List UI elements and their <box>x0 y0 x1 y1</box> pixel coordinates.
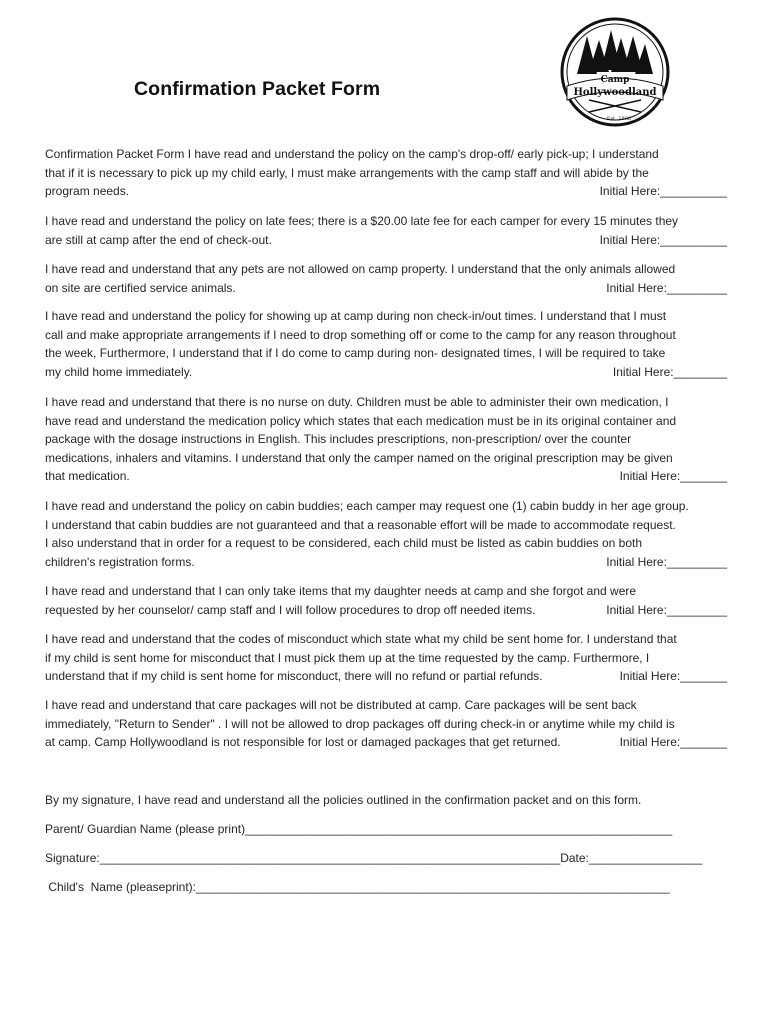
paragraph-last-line <box>45 363 727 382</box>
paragraph-line: I have read and understand the policy on cabin buddies; each camper may request one (1) cabin buddy in her age group. <box>45 499 689 513</box>
paragraph-last-line <box>45 667 727 686</box>
paragraph-line: medications, inhalers and vitamins. I understand that only the camper named on the original prescription may be given <box>45 450 673 465</box>
paragraph-line: my child home immediately. <box>45 364 193 379</box>
paragraph-last-line <box>45 733 727 752</box>
paragraph-line: Confirmation Packet Form I have read and understand the policy on the camp's drop-off/ early pick-up; I understand <box>45 147 659 161</box>
camp-logo <box>559 14 671 132</box>
paragraph-line: at camp. Camp Hollywoodland is not responsible for lost or damaged packages that get returned. <box>45 735 561 750</box>
initial-here-field[interactable]: Initial Here:_________ <box>606 602 727 617</box>
paragraph-line: I have read and understand that care packages will not be distributed at camp. Care packages will be sent back <box>45 698 637 712</box>
paragraph-line: if my child is sent home for misconduct that I must pick them up at the time requested by the camp. Furthermore, I <box>45 650 650 665</box>
paragraph-line: understand that if my child is sent home for misconduct, there will no refund or partial refunds. <box>45 669 543 684</box>
paragraph-last-line <box>45 601 727 620</box>
paragraph-line: that if it is necessary to pick up my child early, I must make arrangements with the camp staff and will abide by the <box>45 165 649 180</box>
paragraph-line: I have read and understand that any pets are not allowed on camp property. I understand that the only animals allowed <box>45 262 676 276</box>
policy-paragraph <box>45 145 727 201</box>
initial-here-field[interactable]: Initial Here:________ <box>612 364 727 379</box>
initial-here-field[interactable]: Initial Here:_______ <box>619 669 727 684</box>
paragraph-line: requested by her counselor/ camp staff and I will follow procedures to drop off needed items. <box>45 602 536 617</box>
paragraph-line: children's registration forms. <box>45 554 195 569</box>
paragraph-line: I have read and understand that there is no nurse on duty. Children must be able to administer their own medication, I <box>45 395 669 409</box>
policy-paragraph <box>45 393 727 486</box>
signature-statement: By my signature, I have read and understand all the policies outlined in the confirmation packet and on this form. <box>45 793 642 807</box>
policy-paragraph <box>45 212 727 249</box>
paragraph-last-line <box>45 182 727 201</box>
policy-paragraph <box>45 696 727 752</box>
policy-paragraph <box>45 630 727 686</box>
initial-here-field[interactable]: Initial Here:_________ <box>606 554 727 569</box>
policy-paragraph <box>45 497 727 571</box>
paragraph-line: are still at camp after the end of check-out. <box>45 232 272 247</box>
initial-here-field[interactable]: Initial Here:__________ <box>599 184 727 199</box>
paragraph-line: program needs. <box>45 184 130 199</box>
paragraph-last-line <box>45 553 727 572</box>
child-name-field[interactable]: Child's Name (pleaseprint):_______________________________________________________________________ <box>45 880 670 894</box>
paragraph-line: immediately, "Return to Sender" . I will not be allowed to drop packages off during check-in or anytime while my child is <box>45 716 675 731</box>
policy-paragraph <box>45 582 727 619</box>
svg-text:Camp: Camp <box>600 75 630 85</box>
svg-text:Hollywoodland: Hollywoodland <box>573 87 657 98</box>
paragraph-line: I have read and understand the policy for showing up at camp during non check-in/out times. I understand that I must <box>45 309 667 323</box>
initial-here-field[interactable]: Initial Here:__________ <box>599 232 727 247</box>
paragraph-line: I have read and understand that the codes of misconduct which state what my child be sent home for. I understand that <box>45 632 677 646</box>
paragraph-line: have read and understand the medication policy which states that each medication must be in its original container and <box>45 413 677 428</box>
paragraph-line: I understand that cabin buddies are not guaranteed and that a reasonable effort will be made to accommodate request. <box>45 517 676 532</box>
paragraph-line: I also understand that in order for a request to be considered, each child must be listed as cabin buddies on both <box>45 536 643 551</box>
paragraph-line: I have read and understand that I can only take items that my daughter needs at camp and she forgot and were <box>45 584 637 598</box>
paragraph-last-line <box>45 467 727 486</box>
paragraph-last-line <box>45 279 727 298</box>
initial-here-field[interactable]: Initial Here:_______ <box>619 469 727 484</box>
paragraph-last-line <box>45 231 727 250</box>
paragraph-line: on site are certified service animals. <box>45 280 236 295</box>
paragraph-line: that medication. <box>45 469 130 484</box>
paragraph-line: package with the dosage instructions in English. This includes prescriptions, non-prescription/ over the counter <box>45 432 632 447</box>
paragraph-line: call and make appropriate arrangements if I need to drop something off or come to the camp for any reason throughout <box>45 327 676 342</box>
paragraph-line: the week, Furthermore, I understand that if I do come to camp during non- designated times, I will be required to take <box>45 346 666 361</box>
paragraph-line: I have read and understand the policy on late fees; there is a $20.00 late fee for each camper for every 15 minutes they <box>45 214 679 228</box>
page-title: Confirmation Packet Form <box>134 78 381 100</box>
svg-text:Est. 1936: Est. 1936 <box>606 116 632 122</box>
initial-here-field[interactable]: Initial Here:_______ <box>619 735 727 750</box>
policy-paragraph <box>45 307 727 381</box>
signature-field[interactable]: Signature:_____________________________________________________________________Date:_________________ <box>45 851 703 865</box>
parent-name-field[interactable]: Parent/ Guardian Name (please print)________________________________________________________________ <box>45 822 673 836</box>
policy-paragraph <box>45 260 727 297</box>
initial-here-field[interactable]: Initial Here:_________ <box>606 280 727 295</box>
